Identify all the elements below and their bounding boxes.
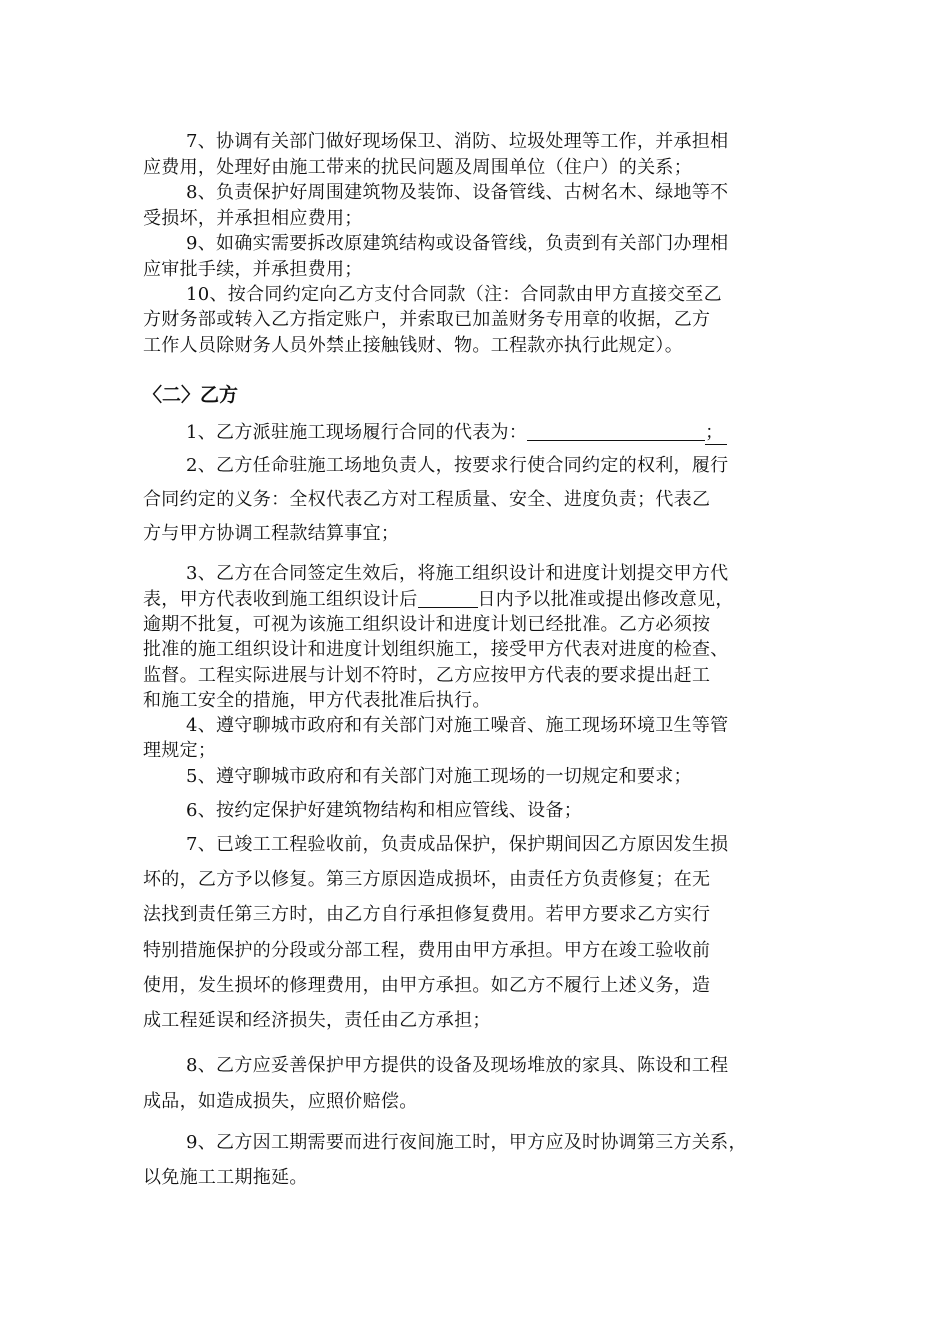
- party-a-item-9-line-1: 9、如确实需要拆改原建筑结构或设备管线，负责到有关部门办理相: [186, 233, 729, 254]
- party-b-item-7-line-2: 坏的，乙方予以修复。第三方原因造成损坏，由责任方负责修复；在无: [143, 869, 711, 890]
- party-a-item-8-line-1: 8、负责保护好周围建筑物及装饰、设备管线、古树名木、绿地等不: [186, 182, 729, 203]
- party-a-item-10-line-1: 10、按合同约定向乙方支付合同款（注：合同款由甲方直接交至乙: [186, 284, 722, 305]
- party-b-item-1: [186, 422, 727, 445]
- party-b-item-8-line-2: 成品，如造成损失，应照价赔偿。: [143, 1091, 418, 1112]
- party-a-item-8-line-2: 受损坏，并承担相应费用；: [143, 208, 363, 229]
- party-b-item-4-line-1: 4、遵守聊城市政府和有关部门对施工噪音、施工现场环境卫生等管: [186, 715, 729, 736]
- party-a-item-7-line-2: 应费用，处理好由施工带来的扰民问题及周围单位（住户）的关系；: [143, 157, 692, 178]
- party-b-item-5: 5、遵守聊城市政府和有关部门对施工现场的一切规定和要求；: [186, 766, 692, 787]
- party-b-item-2-line-3: 方与甲方协调工程款结算事宜；: [143, 523, 400, 544]
- party-b-item-3-line-3: 逾期不批复，可视为该施工组织设计和进度计划已经批准。乙方必须按: [143, 614, 711, 635]
- party-b-item-3-line-2-b: 日内予以批准或提出修改意见，: [477, 589, 734, 610]
- party-b-item-7-line-1: 7、已竣工工程验收前，负责成品保护，保护期间因乙方原因发生损: [186, 834, 729, 855]
- representative-blank-end: ；: [705, 422, 727, 445]
- party-b-item-7-line-3: 法找到责任第三方时，由乙方自行承担修复费用。若甲方要求乙方实行: [143, 904, 711, 925]
- representative-blank: [527, 422, 705, 441]
- party-b-item-3-line-6: 和施工安全的措施，甲方代表批准后执行。: [143, 690, 491, 711]
- party-a-item-10-line-3: 工作人员除财务人员外禁止接触钱财、物。工程款亦执行此规定）。: [143, 335, 683, 356]
- party-b-item-3-line-4: 批准的施工组织设计和进度计划组织施工，接受甲方代表对进度的检查、: [143, 639, 729, 660]
- section-heading-party-b: 〈二〉乙方: [143, 384, 239, 406]
- party-a-item-9-line-2: 应审批手续，并承担费用；: [143, 259, 363, 280]
- party-b-item-6: 6、按约定保护好建筑物结构和相应管线、设备；: [186, 800, 583, 821]
- party-b-item-2-line-1: 2、乙方任命驻施工场地负责人，按要求行使合同约定的权利，履行: [186, 455, 729, 476]
- party-b-item-3-line-2-a: 表，甲方代表收到施工组织设计后: [143, 589, 418, 610]
- party-a-item-7-line-1: 7、协调有关部门做好现场保卫、消防、垃圾处理等工作，并承担相: [186, 131, 729, 152]
- party-b-item-3-line-2: [143, 589, 734, 611]
- party-b-item-3-line-5: 监督。工程实际进展与计划不符时，乙方应按甲方代表的要求提出赶工: [143, 665, 711, 686]
- party-b-item-1-text: 1、乙方派驻施工现场履行合同的代表为：: [186, 422, 528, 443]
- party-b-item-9-line-2: 以免施工工期拖延。: [143, 1167, 308, 1188]
- days-blank: [418, 589, 478, 608]
- party-b-item-4-line-2: 理规定；: [143, 740, 217, 761]
- party-b-item-9-line-1: 9、乙方因工期需要而进行夜间施工时，甲方应及时协调第三方关系，: [186, 1132, 747, 1153]
- party-b-item-7-line-4: 特别措施保护的分段或分部工程，费用由甲方承担。甲方在竣工验收前: [143, 940, 711, 961]
- party-b-item-2-line-2: 合同约定的义务：全权代表乙方对工程质量、安全、进度负责；代表乙: [143, 489, 711, 510]
- party-b-item-7-line-5: 使用，发生损坏的修理费用，由甲方承担。如乙方不履行上述义务，造: [143, 975, 711, 996]
- party-a-item-10-line-2: 方财务部或转入乙方指定账户，并索取已加盖财务专用章的收据，乙方: [143, 309, 711, 330]
- party-b-item-8-line-1: 8、乙方应妥善保护甲方提供的设备及现场堆放的家具、陈设和工程: [186, 1055, 729, 1076]
- party-b-item-3-line-1: 3、乙方在合同签定生效后，将施工组织设计和进度计划提交甲方代: [186, 563, 729, 584]
- party-b-item-7-line-6: 成工程延误和经济损失，责任由乙方承担；: [143, 1010, 491, 1031]
